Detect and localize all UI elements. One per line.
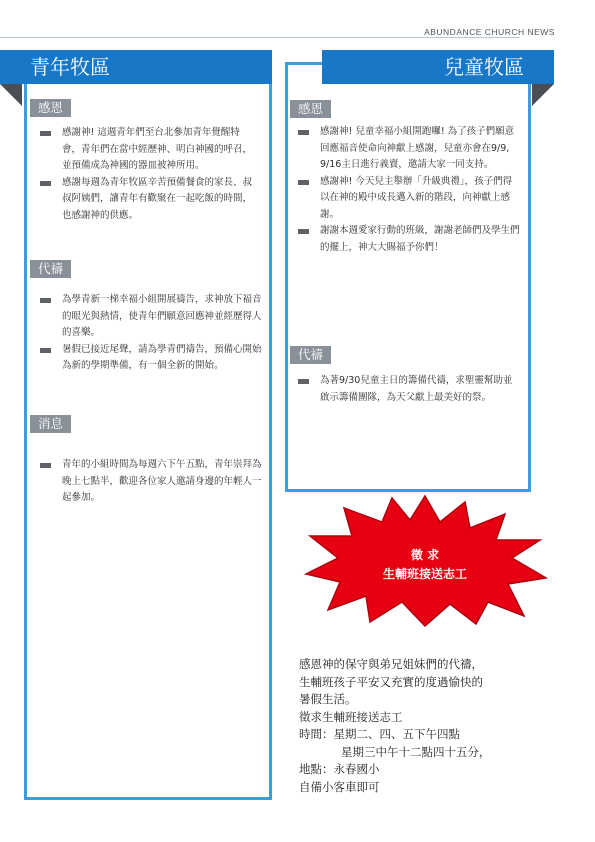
notice-line: 生輔班孩子平安又充實的度過愉快的	[299, 674, 483, 689]
list-item-text: 暑假已接近尾聲，請為學青們禱告，預備心開始為新的學期準備，有一個全新的開始。	[62, 343, 262, 371]
notice-line: 星期三中午十二點四十五分，	[341, 744, 491, 759]
bullet-icon	[40, 348, 51, 353]
youth-thanks-list	[40, 125, 258, 224]
youth-prayer-list	[40, 292, 262, 375]
bullet-icon	[40, 181, 51, 186]
youth-news-list	[40, 457, 262, 507]
notice-line: 感恩神的保守與弟兄姐妹們的代禱，	[299, 657, 483, 671]
children-thanks-label: 感恩	[290, 100, 331, 118]
volunteer-notice	[299, 656, 549, 796]
bullet-icon	[298, 229, 309, 234]
children-prayer-list	[298, 373, 520, 406]
list-item-text: 感謝神! 兒童幸福小組開跑囉! 為了孩子們願意回應福音使命向神獻上感謝，兒童亦會在9/9, 9/16主日進行義賣，邀請大家一同支持。	[320, 126, 515, 170]
notice-line: 暑假生活。	[299, 692, 357, 706]
notice-line: 徵求生輔班接送志工	[299, 709, 403, 724]
youth-thanks-label: 感恩	[30, 99, 71, 117]
list-item	[40, 175, 258, 225]
list-item	[40, 457, 262, 507]
list-item	[40, 292, 262, 342]
list-item-text: 感謝神! 今天兒主舉辦「升級典禮」，孩子們得以在神的殿中成長邁入新的階段，向神獻上感謝。	[320, 175, 513, 220]
banner-fold-left	[0, 84, 22, 106]
list-item-text: 感謝神! 這週青年們至台北參加青年覺醒特會，青年們在當中經歷神、明白神國的呼召，並預備成為神國的器皿被神所用。	[62, 127, 253, 171]
newsletter-title: ABUNDANCE CHURCH NEWS	[424, 27, 555, 37]
youth-ministry-banner: 青年牧區	[0, 50, 272, 84]
header-divider	[0, 37, 520, 38]
list-item-text: 為著9/30兒童主日的籌備代禱，求聖靈幫助並啟示籌備團隊，為天父獻上最美好的祭。	[320, 375, 513, 403]
bullet-icon	[40, 131, 51, 136]
bullet-icon	[298, 379, 309, 384]
bullet-icon	[298, 180, 309, 185]
bullet-icon	[40, 463, 51, 468]
list-item-text: 為學青新一梯幸福小組開展禱告，求神放下福音的眼光與熱情，使青年們願意回應神並經歷得人的喜樂。	[62, 294, 262, 338]
list-item-text: 青年的小組時間為每週六下午五點，青年崇拜為晚上七點半，歡迎各位家人邀請身邊的年輕人一起參加。	[62, 459, 262, 503]
list-item-text: 謝謝本週愛家行動的班級，謝謝老師們及學生們的擺上，神大大賜福予你們！	[320, 225, 520, 253]
list-item	[40, 125, 258, 175]
banner-fold-right	[532, 84, 554, 106]
notice-line: 時間：星期二、四、五下午四點	[299, 727, 460, 741]
notice-line: 自備小客車即可	[299, 779, 380, 794]
recruit-subheading: 生輔班接送志工	[382, 567, 467, 581]
recruit-heading: 徵 求	[410, 548, 440, 562]
bullet-icon	[40, 298, 51, 303]
list-item	[298, 174, 520, 224]
list-item	[40, 342, 262, 375]
youth-news-label: 消息	[30, 415, 71, 433]
list-item	[298, 124, 520, 174]
list-item-text: 感謝每週為青年牧區辛苦預備餐食的家長、叔叔阿姨們，讓青年有歡聚在一起吃飯的時間，也感謝神的供應。	[62, 176, 253, 221]
children-thanks-list	[298, 124, 520, 256]
children-ministry-banner: 兒童牧區	[322, 50, 554, 84]
list-item	[298, 373, 520, 406]
list-item	[298, 223, 520, 256]
children-prayer-label: 代禱	[290, 346, 331, 364]
notice-line: 地點：永春國小	[299, 762, 380, 776]
bullet-icon	[298, 130, 309, 135]
youth-prayer-label: 代禱	[30, 260, 71, 278]
